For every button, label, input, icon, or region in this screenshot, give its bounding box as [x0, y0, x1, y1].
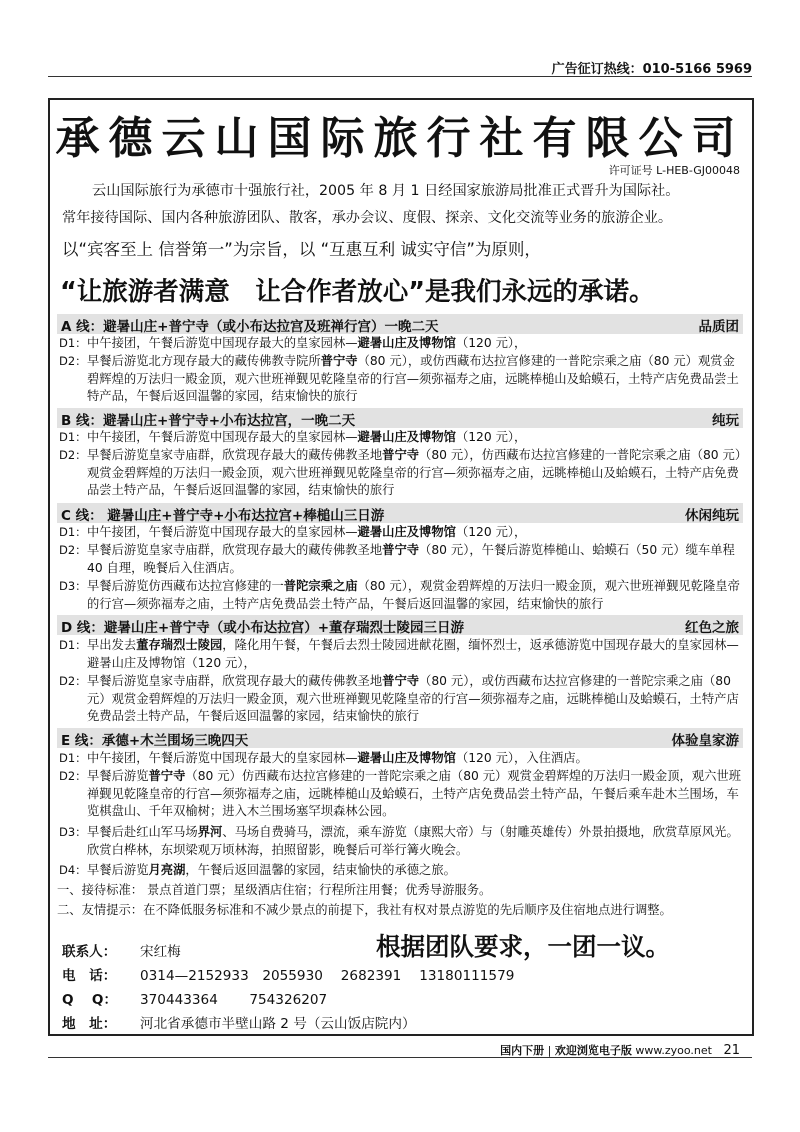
- day-label: D2：: [59, 674, 87, 688]
- contact-person-label: 联系人：: [62, 944, 117, 960]
- itinerary-day: D1： 中午接团，午餐后游览中国现存最大的皇家园林—避暑山庄及博物馆（120 元），: [57, 335, 747, 353]
- intro-line-1: 云山国际旅行为承德市十强旅行社，2005 年 8 月 1 日经国家旅游局批准正式晋升为国际社。: [92, 183, 680, 199]
- route-tag: 纯玩: [712, 413, 739, 429]
- intro-line-3: 以“宾客至上 信誉第一”为宗旨，以 “互惠互利 诚实守信”为原则，: [62, 240, 541, 259]
- itinerary-day: D1： 中午接团，午餐后游览中国现存最大的皇家园林—避暑山庄及博物馆（120 元），: [57, 429, 747, 447]
- day-label: D1：: [59, 430, 87, 444]
- day-label: D2：: [59, 448, 87, 462]
- footer-rule: [48, 1057, 752, 1058]
- day-label: D1：: [59, 751, 87, 765]
- itinerary-day: D1： 早出发去董存瑞烈士陵园，隆化用午餐，午餐后去烈士陵园进献花圈，缅怀烈士，返承德游览中国现存最大的皇家园林—避暑山庄及博物馆（120 元），: [59, 638, 739, 670]
- day-label: D4：: [59, 863, 87, 877]
- route-d-header: [57, 615, 743, 635]
- day-label: D3：: [59, 825, 87, 839]
- route-title: E 线：承德+木兰围场三晚四天: [61, 733, 249, 749]
- contact-qq: [62, 988, 327, 1008]
- itinerary-day: D1： 中午接团，午餐后游览中国现存最大的皇家园林—避暑山庄及博物馆（120 元），入住酒店。: [57, 750, 747, 768]
- slogan: “让旅游者满意 让合作者放心”是我们永远的承诺。: [60, 277, 655, 307]
- itinerary-day: D2： 早餐后游览北方现存最大的藏传佛教寺院所普宁寺（80 元），或仿西藏布达拉宫修建的一普陀宗乘之庙（80 元）观赏金碧辉煌的万法归一殿金顶，观六世班禅觐见乾隆皇帝的行宫—须弥福寿之庙，远眺棒槌山及蛤蟆石，土特产店免费品尝土特产品，午餐后返回温馨的家园，结束愉快的旅行: [59, 354, 739, 403]
- route-a-header: [57, 314, 743, 334]
- itinerary-day: D2： 早餐后游览普宁寺（80 元）仿西藏布达拉宫修建的一普陀宗乘之庙（80 元）观赏金碧辉煌的万法归一殿金顶，观六世班禅觐见乾隆皇帝的行宫—须弥福寿之庙，远眺棒槌山及蛤蟆石，土特产店免费品尝土特产品，午餐后乘车赴木兰围场，车览棋盘山、千年双榆树；进入木兰围场塞罕坝森林公园。: [59, 769, 741, 818]
- page-number: 21: [723, 1043, 740, 1058]
- company-title: 承德云山国际旅行社有限公司: [55, 113, 745, 164]
- route-title: B 线：避暑山庄+普宁寺+小布达拉宫，一晚二天: [61, 413, 356, 429]
- license-number: 许可证号 L-HEB-GJ00048: [608, 164, 740, 177]
- contact-address: [62, 1012, 416, 1032]
- route-tag: 品质团: [698, 319, 739, 335]
- service-standards: 一、接待标准： 景点首道门票；星级酒店住宿；行程所注用餐；优秀导游服务。: [57, 883, 492, 897]
- footer-section: 国内下册: [500, 1044, 545, 1057]
- itinerary-day: D2： 早餐后游览皇家寺庙群，欣赏现存最大的藏传佛教圣地普宁寺（80 元），仿西藏布达拉宫修建的一普陀宗乘之庙（80 元）观赏金碧辉煌的万法归一殿金顶，观六世班禅觐见乾隆皇帝的行宫—须弥福寿之庙，远眺棒槌山及蛤蟆石，土特产店免费品尝土特产品，午餐后返回温馨的家园，结束愉快的旅行: [59, 448, 741, 497]
- address-text: 河北省承德市半壁山路 2 号（云山饭店院内）: [140, 1016, 416, 1032]
- qq-numbers: 370443364 754326207: [140, 992, 328, 1008]
- route-title: D 线：避暑山庄+普宁寺（或小布达拉宫）+董存瑞烈士陵园三日游: [61, 620, 465, 636]
- page-footer: [500, 1042, 740, 1058]
- contact-phone: [62, 964, 514, 984]
- day-label: D1：: [59, 638, 87, 652]
- day-label: D1：: [59, 525, 87, 539]
- itinerary-day: D1： 中午接团，午餐后游览中国现存最大的皇家园林—避暑山庄及博物馆（120 元），: [57, 524, 747, 542]
- itinerary-day: D2： 早餐后游览皇家寺庙群，欣赏现存最大的藏传佛教圣地普宁寺（80 元），或仿西藏布达拉宫修建的一普陀宗乘之庙（80 元）观赏金碧辉煌的万法归一殿金顶，观六世班禅觐见乾隆皇帝的行宫—须弥福寿之庙，远眺棒槌山及蛤蟆石，土特产店免费品尝土特产品，午餐后返回温馨的家园，结束愉快的旅行: [59, 674, 739, 723]
- itinerary-day: D3： 早餐后游览仿西藏布达拉宫修建的一普陀宗乘之庙（80 元），观赏金碧辉煌的万法归一殿金顶，观六世班禅觐见乾隆皇帝的行宫—须弥福寿之庙，土特产店免费品尝土特产品，午餐后返回温馨的家园，结束愉快的旅行: [59, 579, 740, 611]
- day-label: D2：: [59, 543, 87, 557]
- phone-numbers: 0314—2152933 2055930 2682391 13180111579: [140, 968, 515, 984]
- route-tag: 休闲纯玩: [685, 508, 739, 524]
- ad-hotline: 广告征订热线：010-5166 5969: [551, 62, 752, 77]
- contact-person-name: 宋红梅: [140, 944, 181, 960]
- itinerary-day: D4： 早餐后游览月亮湖，午餐后返回温馨的家园，结束愉快的承德之旅。: [57, 862, 747, 880]
- route-e-header: [57, 728, 743, 748]
- itinerary-day: D3： 早餐后赴红山军马场界河、马场自费骑马，漂流，乘车游览（康熙大帝）与（射雕英雄传）外景拍摄地，欣赏草原风光。欣赏白桦林，东坝梁观万顷林海，拍照留影，晚餐后可举行篝火晚会。: [59, 825, 739, 857]
- footer-divider: |: [547, 1044, 555, 1057]
- route-title: C 线： 避暑山庄+普宁寺+小布达拉宫+棒槌山三日游: [61, 508, 385, 524]
- contact-person: [62, 940, 181, 960]
- address-label: 地 址：: [62, 1016, 117, 1032]
- day-label: D3：: [59, 579, 87, 593]
- day-label: D1：: [59, 336, 87, 350]
- itinerary-day: D2： 早餐后游览皇家寺庙群，欣赏现存最大的藏传佛教圣地普宁寺（80 元），午餐后游览棒槌山、蛤蟆石（50 元）缆车单程 40 自理，晚餐后入住酒店。: [59, 543, 735, 575]
- day-label: D2：: [59, 354, 87, 368]
- custom-quote-note: 根据团队要求，一团一议。: [376, 932, 670, 961]
- qq-label: Q Q：: [62, 992, 118, 1008]
- header-rule: [48, 76, 752, 77]
- friendly-notice: 二、友情提示：在不降低服务标准和不减少景点的前提下，我社有权对景点游览的先后顺序及住宿地点进行调整。: [57, 903, 672, 917]
- day-label: D2：: [59, 769, 87, 783]
- route-tag: 体验皇家游: [671, 733, 739, 749]
- footer-website: www.zyoo.net: [635, 1044, 712, 1057]
- intro-line-2: 常年接待国际、国内各种旅游团队、散客，承办会议、度假、探亲、文化交流等业务的旅游企业。: [62, 210, 673, 226]
- footer-promo: 欢迎浏览电子版: [554, 1044, 632, 1057]
- route-title: A 线：避暑山庄+普宁寺（或小布达拉宫及班禅行宫）一晚二天: [61, 319, 439, 335]
- route-b-header: [57, 408, 743, 428]
- route-c-header: [57, 503, 743, 523]
- route-tag: 红色之旅: [685, 620, 739, 636]
- phone-label: 电 话：: [62, 968, 117, 984]
